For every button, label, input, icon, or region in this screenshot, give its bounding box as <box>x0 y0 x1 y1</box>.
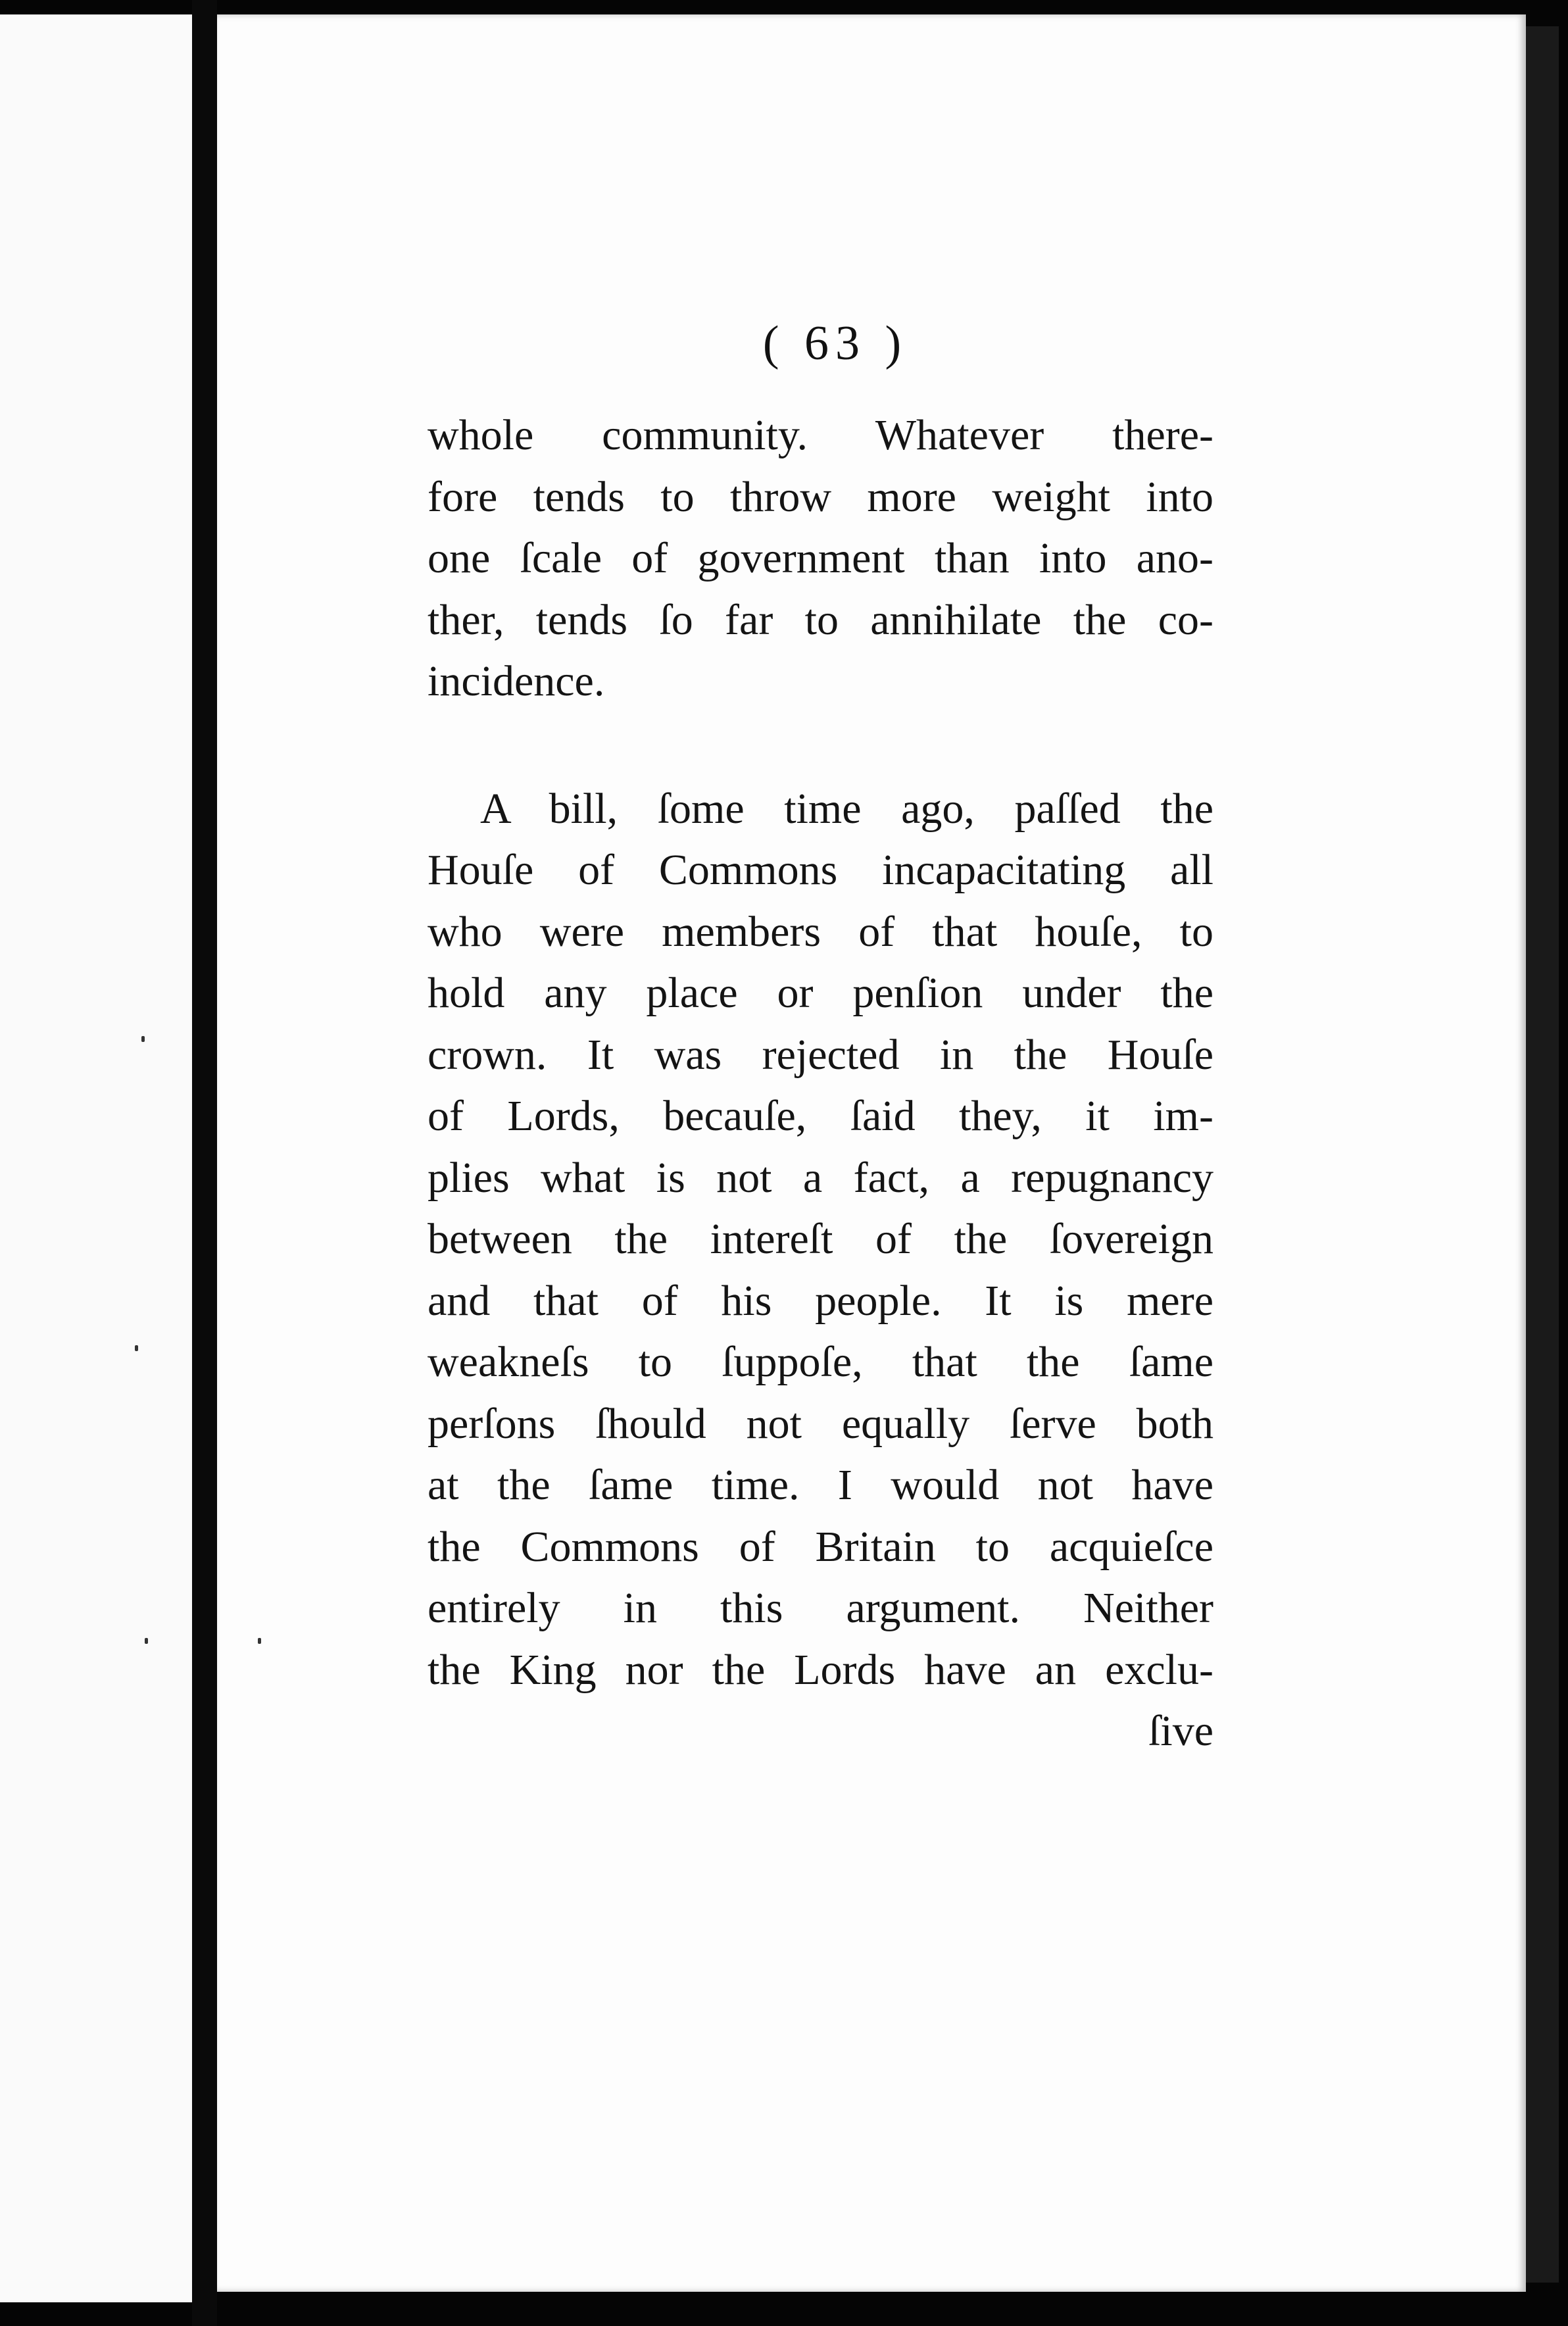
text-line: of Lords, becauſe, ſaid they, it im- <box>428 1092 1213 1140</box>
text-line: at the ſame time. I would not have <box>428 1461 1213 1509</box>
scan-speck <box>135 1345 138 1351</box>
text-line: the King nor the Lords have an exclu- <box>428 1645 1213 1694</box>
text-line: plies what is not a fact, a repugnancy <box>428 1153 1213 1202</box>
text-line: Houſe of Commons incapacitating all <box>428 846 1213 894</box>
paragraph-gap <box>428 712 1213 778</box>
left-page-margin <box>0 14 192 2302</box>
text-line: fore tends to throw more weight into <box>428 472 1213 521</box>
scan-speck <box>141 1036 145 1042</box>
text-line: entirely in this argument. Neither <box>428 1584 1213 1632</box>
text-line: who were members of that houſe, to <box>428 907 1213 956</box>
book-gutter <box>192 0 217 2326</box>
text-line: and that of his people. It is mere <box>428 1276 1213 1325</box>
text-line: crown. It was rejected in the Houſe <box>428 1030 1213 1079</box>
scan-speck <box>258 1638 261 1644</box>
page-number: ( 63 ) <box>762 316 908 370</box>
text-line: whole community. Whatever there- <box>428 411 1213 459</box>
text-line: hold any place or penſion under the <box>428 969 1213 1017</box>
page-edge-shadow <box>1526 26 1559 2283</box>
text-line: weakneſs to ſuppoſe, that the ſame <box>428 1338 1213 1386</box>
catchword: ſive <box>1148 1707 1213 1755</box>
text-line: ther, tends ſo far to annihilate the co- <box>428 595 1213 644</box>
text-line: one ſcale of government than into ano- <box>428 534 1213 582</box>
body-text <box>428 405 1213 1762</box>
text-line: between the intereſt of the ſovereign <box>428 1215 1213 1263</box>
scan-speck <box>145 1638 148 1644</box>
text-line: the Commons of Britain to acquieſce <box>428 1522 1213 1571</box>
text-line: incidence. <box>428 657 605 705</box>
text-line: A bill, ſome time ago, paſſed the <box>480 784 1213 833</box>
text-line: perſons ſhould not equally ſerve both <box>428 1399 1213 1448</box>
